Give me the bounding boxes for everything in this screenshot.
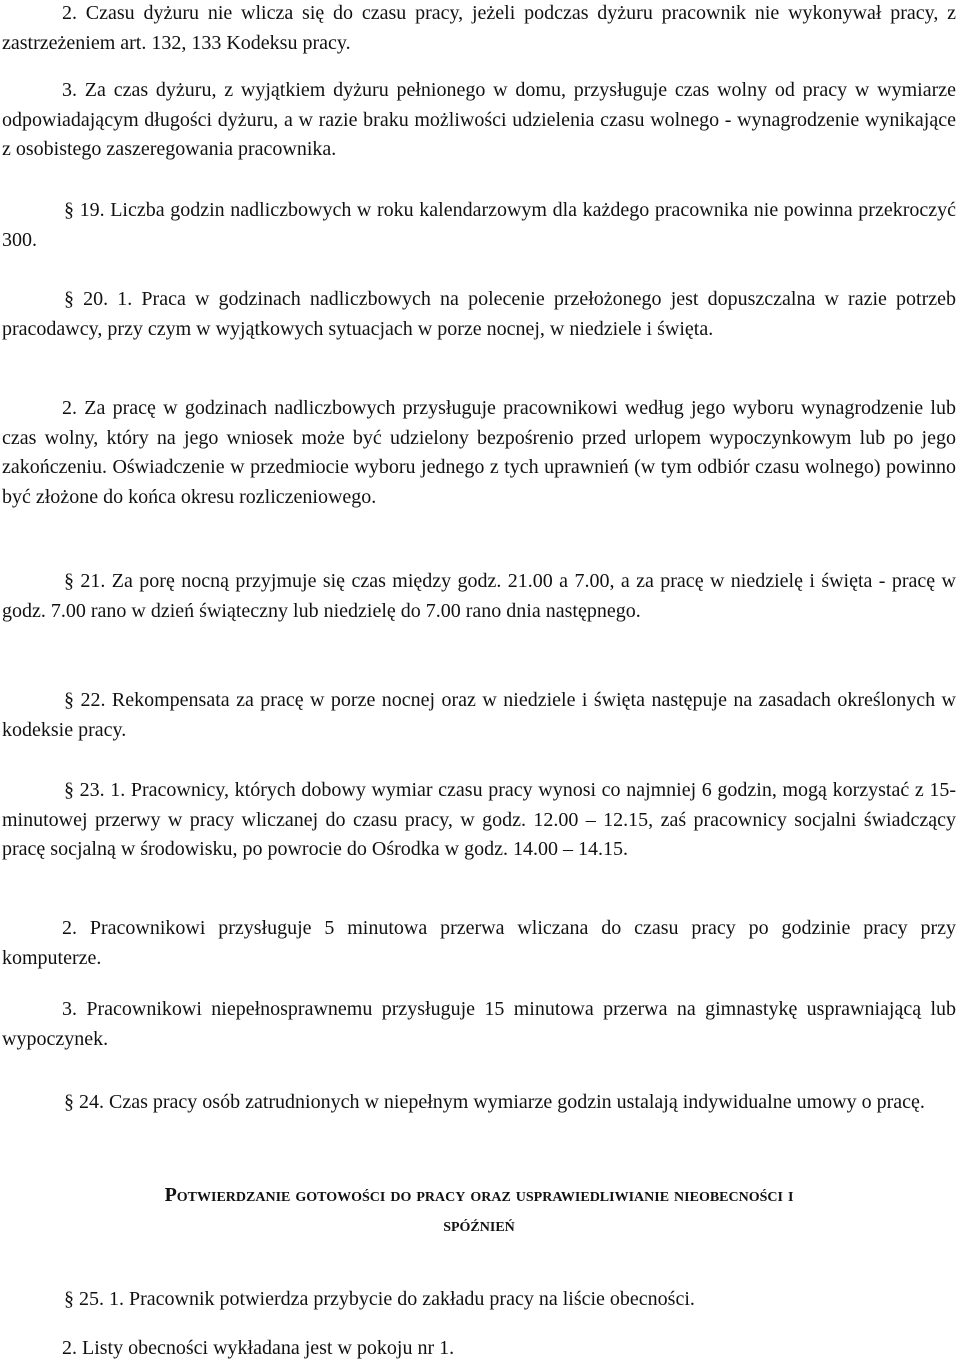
paragraph-dyzur-3: 3. Za czas dyżuru, z wyjątkiem dyżuru pełnionego w domu, przysługuje czas wolny od pracy w wymiarze odpowiadającym długości dyżuru, a w razie braku możliwości udzielenia czasu wolnego - wynagrodzenie wynikające z osobistego zaszeregowania pracownika.: [2, 79, 956, 161]
paragraph-section-22: § 22. Rekompensata za pracę w porze nocnej oraz w niedziele i święta następuje na zasadach określonych w kodeksie pracy.: [2, 689, 956, 741]
paragraph-section-20-1: § 20. 1. Praca w godzinach nadliczbowych na polecenie przełożonego jest dopuszczalna w razie potrzeb pracodawcy, przy czym w wyjątkowych sytuacjach w porze nocnej, w niedziele i święta.: [2, 288, 956, 340]
section-heading-line-2: spóźnień: [443, 1213, 515, 1236]
paragraph-section-20-2: 2. Za pracę w godzinach nadliczbowych przysługuje pracownikowi według jego wyboru wynagrodzenie lub czas wolny, który na jego wniosek może być udzielony bezpośrenio przed urlopem wypoczynkowym lub po jego zakończeniu. Oświadczenie w przedmiocie wyboru jednego z tych uprawnień (w tym odbiór czasu wolnego) powinno być złożone do końca okresu rozliczeniowego.: [2, 397, 956, 508]
section-heading-line-1: Potwierdzanie gotowości do pracy oraz usprawiedliwianie nieobecności i: [164, 1184, 794, 1206]
paragraph-section-25-2: 2. Listy obecności wykładana jest w pokoju nr 1.: [62, 1337, 455, 1359]
paragraph-section-19: § 19. Liczba godzin nadliczbowych w roku kalendarzowym dla każdego pracownika nie powinna przekroczyć 300.: [2, 199, 956, 251]
paragraph-section-21: § 21. Za porę nocną przyjmuje się czas między godz. 21.00 a 7.00, a za pracę w niedzielę i święta - pracę w godz. 7.00 rano w dzień świąteczny lub niedzielę do 7.00 rano dnia następnego.: [2, 570, 956, 622]
paragraph-section-23-1: § 23. 1. Pracownicy, których dobowy wymiar czasu pracy wynosi co najmniej 6 godzin, mogą korzystać z 15-minutowej przerwy w pracy wliczanej do czasu pracy, w godz. 12.00 – 12.15, zaś pracownicy socjalni świadczący pracę socjalną w środowisku, po powrocie do Ośrodka w godz. 14.00 – 14.15.: [2, 779, 956, 861]
paragraph-section-25-1: § 25. 1. Pracownik potwierdza przybycie do zakładu pracy na liście obecności.: [64, 1288, 695, 1310]
paragraph-section-24: § 24. Czas pracy osób zatrudnionych w niepełnym wymiarze godzin ustalają indywidualne umowy o pracę.: [64, 1091, 925, 1113]
paragraph-section-23-3: 3. Pracownikowi niepełnosprawnemu przysługuje 15 minutowa przerwa na gimnastykę usprawniającą lub wypoczynek.: [2, 998, 956, 1050]
section-heading: [2, 1181, 956, 1240]
paragraph-section-23-2: 2. Pracownikowi przysługuje 5 minutowa przerwa wliczana do czasu pracy po godzinie pracy przy komputerze.: [2, 917, 956, 969]
paragraph-dyzur-2: 2. Czasu dyżuru nie wlicza się do czasu pracy, jeżeli podczas dyżuru pracownik nie wykonywał pracy, z zastrzeżeniem art. 132, 133 Kodeksu pracy.: [2, 2, 956, 54]
